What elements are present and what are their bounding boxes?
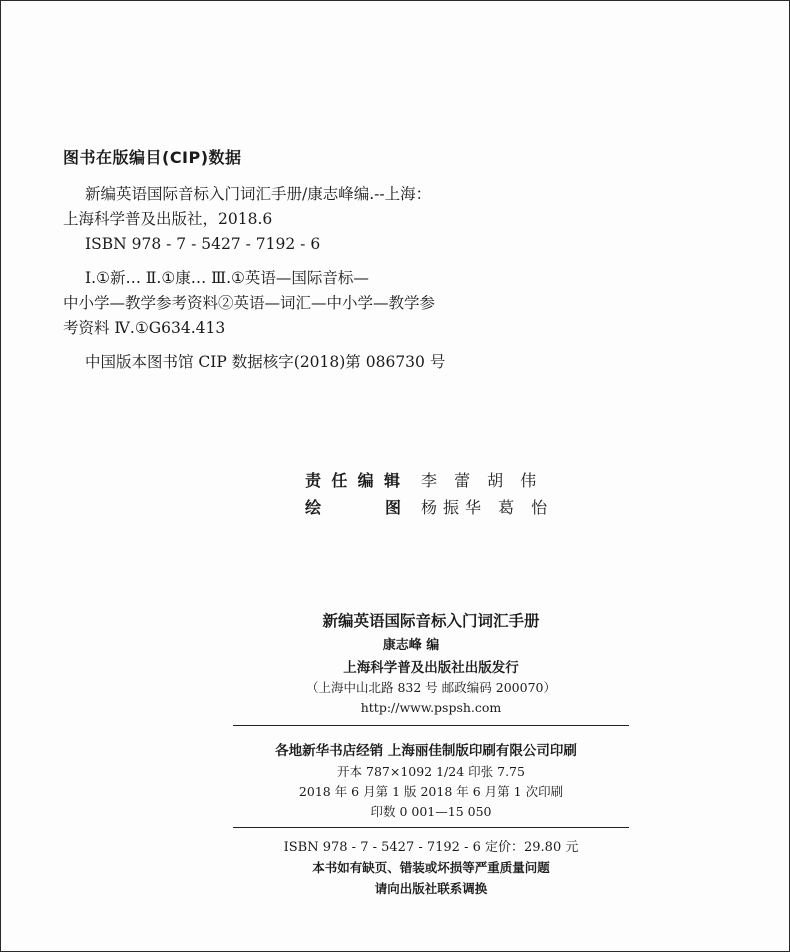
cip-subject-line-2: 中小学—教学参考资料②英语—词汇—中小学—教学参 [63,294,436,312]
responsible-editor-row [305,466,553,493]
cip-isbn-line: ISBN 978 - 7 - 5427 - 7192 - 6 [85,235,321,253]
cip-catalog-line-1: 新编英语国际音标入门词汇手册/康志峰编.--上海： [85,185,432,203]
quality-notice-line-1: 本书如有缺页、错装或坏损等严重质量问题 [312,860,550,875]
edition-line: 2018 年 6 月第 1 版 2018 年 6 月第 1 次印刷 [298,784,564,799]
cip-verification-number: 中国版本图书馆 CIP 数据核字(2018)第 086730 号 [85,353,446,371]
responsible-editor-label: 责任编辑 [305,471,401,490]
print-run-line: 印数 0 001—15 050 [370,804,492,819]
cip-subject-line-3: 考资料 Ⅳ.①G634.413 [63,319,226,337]
cip-title: 图书在版编目(CIP)数据 [63,148,242,167]
author-line: 康志峰 编 [382,638,440,653]
scan-artifact [749,549,779,559]
illustrator-row [305,493,553,520]
printer-line: 各地新华书店经销 上海丽佳制版印刷有限公司印刷 [275,743,577,759]
cip-subject-line-1: Ⅰ.①新… Ⅱ.①康… Ⅲ.①英语—国际音标— [85,269,369,287]
isbn-price-line: ISBN 978 - 7 - 5427 - 7192 - 6 定价：29.80 元 [283,840,579,855]
quality-notice-line-2: 请向出版社联系调换 [374,881,488,896]
illustrator-label-char-1: 绘 [305,498,322,517]
publisher-line: 上海科学普及出版社出版发行 [343,660,519,676]
divider-bottom [233,827,629,828]
responsible-editor-names: 李 蕾 胡 伟 [421,471,543,490]
divider-top [233,725,629,726]
illustrator-label-char-2: 图 [384,498,401,517]
publisher-url: http://www.pspsh.com [360,700,502,715]
cip-data-block [63,145,513,375]
format-line: 开本 787×1092 1/24 印张 7.75 [337,764,525,779]
illustrator-label [305,495,401,518]
editors-block [305,466,553,520]
cip-catalog-line-2: 上海科学普及出版社，2018.6 [63,210,273,228]
illustrator-names: 杨振华 葛 怡 [421,498,554,517]
book-title: 新编英语国际音标入门词汇手册 [322,612,540,630]
publisher-address: （上海中山北路 832 号 邮政编码 200070） [306,680,556,695]
